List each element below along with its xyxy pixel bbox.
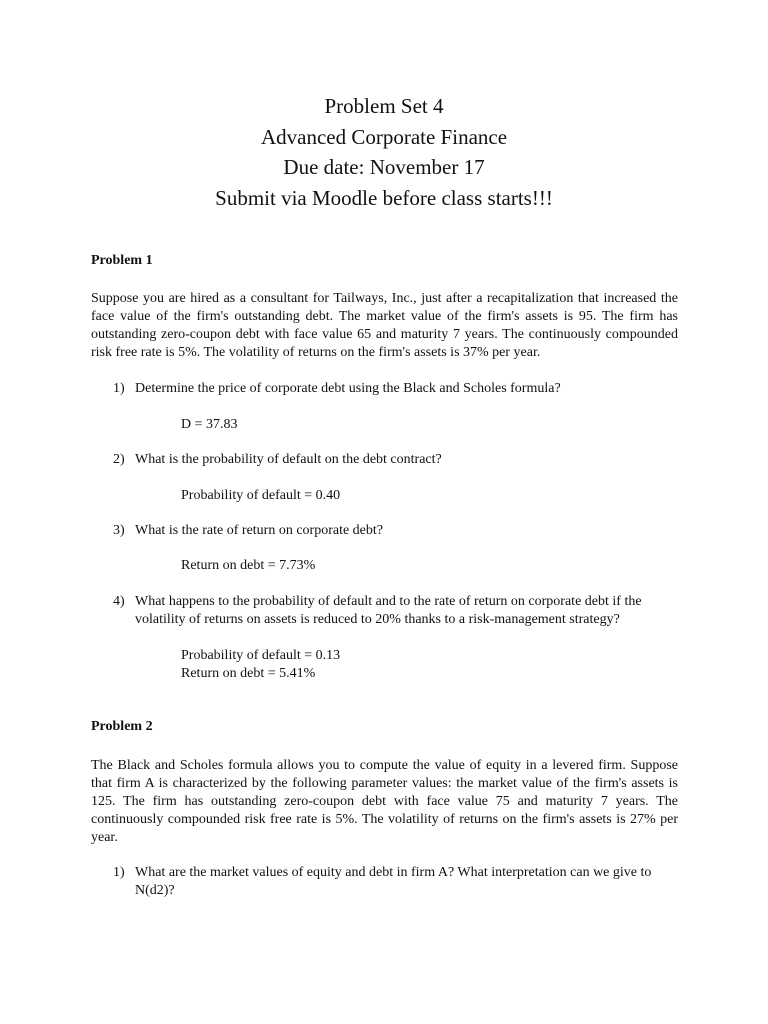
problem-1-question-4 (113, 593, 678, 629)
question-text: Determine the price of corporate debt using the Black and Scholes formula? (135, 381, 561, 396)
question-text: What is the probability of default on the debt contract? (135, 452, 442, 467)
problem-1-answer-1: D = 37.83 (181, 417, 238, 432)
question-text: What is the rate of return on corporate debt? (135, 523, 384, 538)
course-title: Advanced Corporate Finance (260, 124, 508, 149)
problem-2-intro: The Black and Scholes formula allows you to compute the value of equity in a levered firm. Suppose that firm A is characterized by the following parameter values: the market value of the firm's assets is 125. The firm has outstanding zero-coupon debt with face value 75 and maturity 7 years. The continuously compounded risk free rate is 5%. The volatility of returns on the firm's assets is 27% per year. (91, 758, 678, 845)
problem-1-answer-2: Probability of default = 0.40 (181, 488, 341, 503)
problem-1-answer-3: Return on debt = 7.73% (181, 558, 316, 573)
question-number: 4) (113, 594, 125, 609)
question-number: 1) (113, 865, 125, 880)
problem-1-answer-4b: Return on debt = 5.41% (181, 666, 316, 681)
title-block (0, 91, 768, 213)
submission-instructions: Submit via Moodle before class starts!!! (215, 185, 553, 210)
question-number: 3) (113, 523, 125, 538)
problem-1-question-1 (113, 380, 678, 398)
question-number: 1) (113, 381, 125, 396)
problem-2-heading: Problem 2 (91, 719, 153, 734)
problem-1-heading: Problem 1 (91, 253, 153, 268)
problem-1-question-3 (113, 522, 678, 540)
problem-2-question-1 (113, 864, 678, 900)
problem-1-question-2 (113, 451, 678, 469)
question-text: What happens to the probability of default and to the rate of return on corporate debt if the volatility of returns on assets is reduced to 20% thanks to a risk-management strategy? (135, 594, 642, 627)
due-date: Due date: November 17 (283, 155, 485, 179)
question-text: What are the market values of equity and debt in firm A? What interpretation can we give to N(d2)? (135, 865, 652, 898)
question-number: 2) (113, 452, 125, 467)
problem-1-intro: Suppose you are hired as a consultant for Tailways, Inc., just after a recapitalization that increased the face value of the firm's outstanding debt. The market value of the firm's assets is 95. The firm has outstanding zero-coupon debt with face value 65 and maturity 7 years. The continuously compounded risk free rate is 5%. The volatility of returns on the firm's assets is 37% per year. (91, 291, 678, 360)
problem-set-title: Problem Set 4 (324, 94, 444, 118)
problem-1-answer-4a: Probability of default = 0.13 (181, 648, 341, 663)
